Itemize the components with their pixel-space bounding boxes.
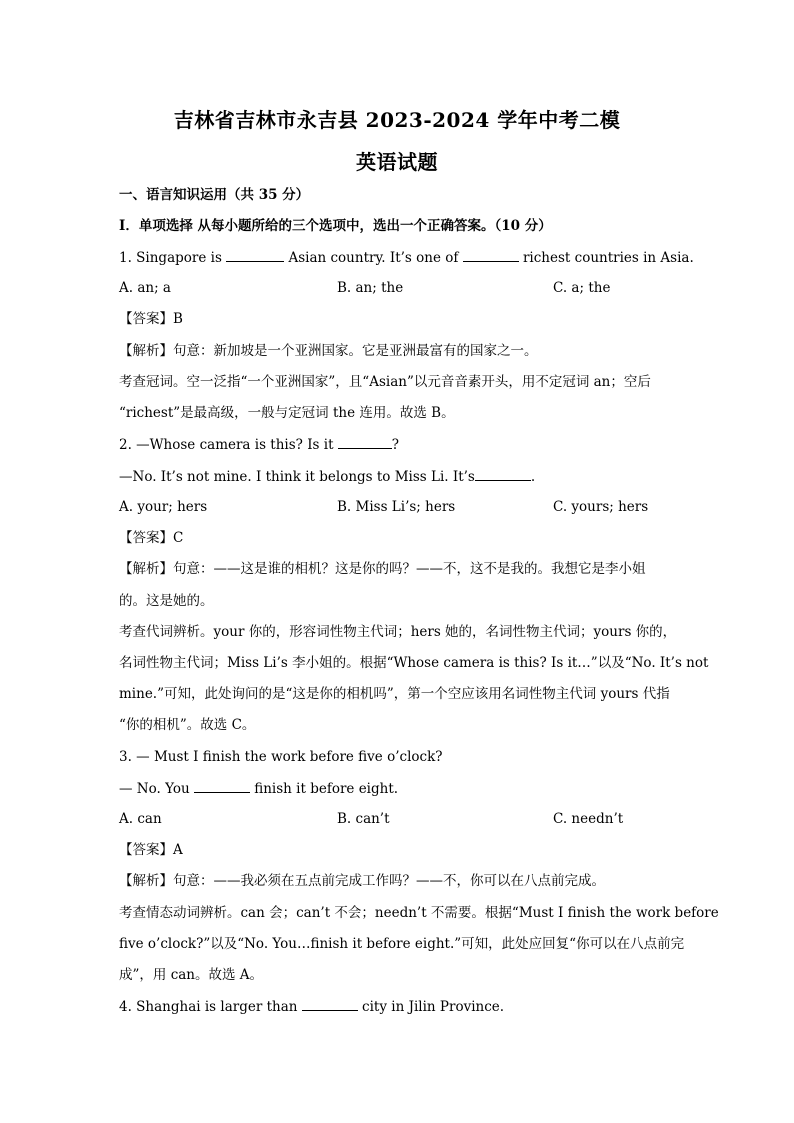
exam-subtitle: 英语试题: [356, 150, 438, 174]
section-heading: 一、语言知识运用（共 35 分）: [119, 187, 310, 203]
exam-title: 吉林省吉林市永吉县 2023-2024 学年中考二模: [173, 108, 621, 132]
q3-analysis-line: 成”，用 can。故选 A。: [119, 967, 264, 983]
q2-option-b: B. Miss Li’s; hers: [337, 499, 456, 515]
q2-option-c: C. yours; hers: [553, 499, 649, 515]
q1-analysis-line: “richest”是最高级，一般与定冠词 the 连用。故选 B。: [119, 405, 455, 421]
q3-option-a: A. can: [119, 811, 162, 827]
question-2-stem: [119, 435, 399, 454]
question-4-stem: [119, 997, 504, 1016]
q3-analysis-line: 考查情态动词辨析。can 会；can’t 不会；needn’t 不需要。根据“Must I finish the work before: [119, 905, 719, 921]
answer-blank: [226, 248, 284, 262]
q2-reply-part-a: —No. It’s not mine. I think it belongs to Miss Li. It’s: [119, 469, 475, 485]
q2-option-a: A. your; hers: [119, 499, 208, 515]
q1-analysis-line: 【解析】句意：新加坡是一个亚洲国家。它是亚洲最富有的国家之一。: [119, 343, 538, 359]
answer-blank: [194, 779, 250, 793]
q3-reply-part-a: — No. You: [119, 781, 190, 797]
q3-option-b: B. can’t: [337, 811, 390, 827]
answer-blank: [338, 435, 392, 449]
question-1-stem: [119, 248, 694, 267]
answer-blank: [302, 997, 358, 1011]
answer-blank: [463, 248, 519, 262]
question-3-reply: [119, 779, 398, 798]
q2-analysis-line: 的。这是她的。: [119, 593, 214, 609]
q1-option-a: A. an; a: [119, 280, 171, 296]
q2-analysis-line: 【解析】句意：——这是谁的相机？这是你的吗？——不，这不是我的。我想它是李小姐: [119, 561, 646, 577]
q2-analysis-line: 考查代词辨析。your 你的，形容词性物主代词；hers 她的，名词性物主代词；yours 你的，: [119, 624, 677, 640]
q1-stem-part-b: Asian country. It’s one of: [288, 250, 459, 266]
q1-option-c: C. a; the: [553, 280, 611, 296]
q2-stem-part-a: 2. —Whose camera is this? Is it: [119, 437, 334, 453]
subsection-heading: Ⅰ．单项选择 从每小题所给的三个选项中，选出一个正确答案。（10 分）: [119, 218, 552, 234]
q2-analysis-line: 名词性物主代词；Miss Li’s 李小姐的。根据“Whose camera is this? Is it…”以及“No. It’s not: [119, 655, 709, 671]
q2-analysis-line: mine.”可知，此处询问的是“这是你的相机吗”，第一个空应该用名词性物主代词 yours 代指: [119, 686, 670, 702]
q1-stem-part-a: 1. Singapore is: [119, 250, 222, 266]
q1-analysis-line: 考查冠词。空一泛指“一个亚洲国家”，且“Asian”以元音音素开头，用不定冠词 an；空后: [119, 374, 651, 390]
q2-reply-part-b: .: [530, 469, 536, 485]
q3-answer: 【答案】A: [119, 842, 183, 858]
question-2-reply: [119, 467, 535, 486]
q1-option-b: B. an; the: [337, 280, 404, 296]
question-3-stem: 3. — Must I finish the work before five o’clock?: [119, 749, 443, 765]
q2-answer: 【答案】C: [119, 530, 184, 546]
q4-stem-part-a: 4. Shanghai is larger than: [119, 999, 298, 1015]
q1-answer: 【答案】B: [119, 311, 183, 327]
q2-analysis-line: “你的相机”。故选 C。: [119, 717, 256, 733]
q4-stem-part-b: city in Jilin Province.: [362, 999, 505, 1015]
q1-stem-part-c: richest countries in Asia.: [522, 250, 694, 266]
q3-analysis-line: 【解析】句意：——我必须在五点前完成工作吗？——不，你可以在八点前完成。: [119, 873, 605, 889]
q3-option-c: C. needn’t: [553, 811, 624, 827]
q3-reply-part-b: finish it before eight.: [254, 781, 399, 797]
q3-analysis-line: five o’clock?”以及“No. You…finish it before eight.”可知，此处应回复“你可以在八点前完: [119, 936, 685, 952]
q2-stem-part-b: ?: [391, 437, 400, 453]
answer-blank: [475, 467, 531, 481]
